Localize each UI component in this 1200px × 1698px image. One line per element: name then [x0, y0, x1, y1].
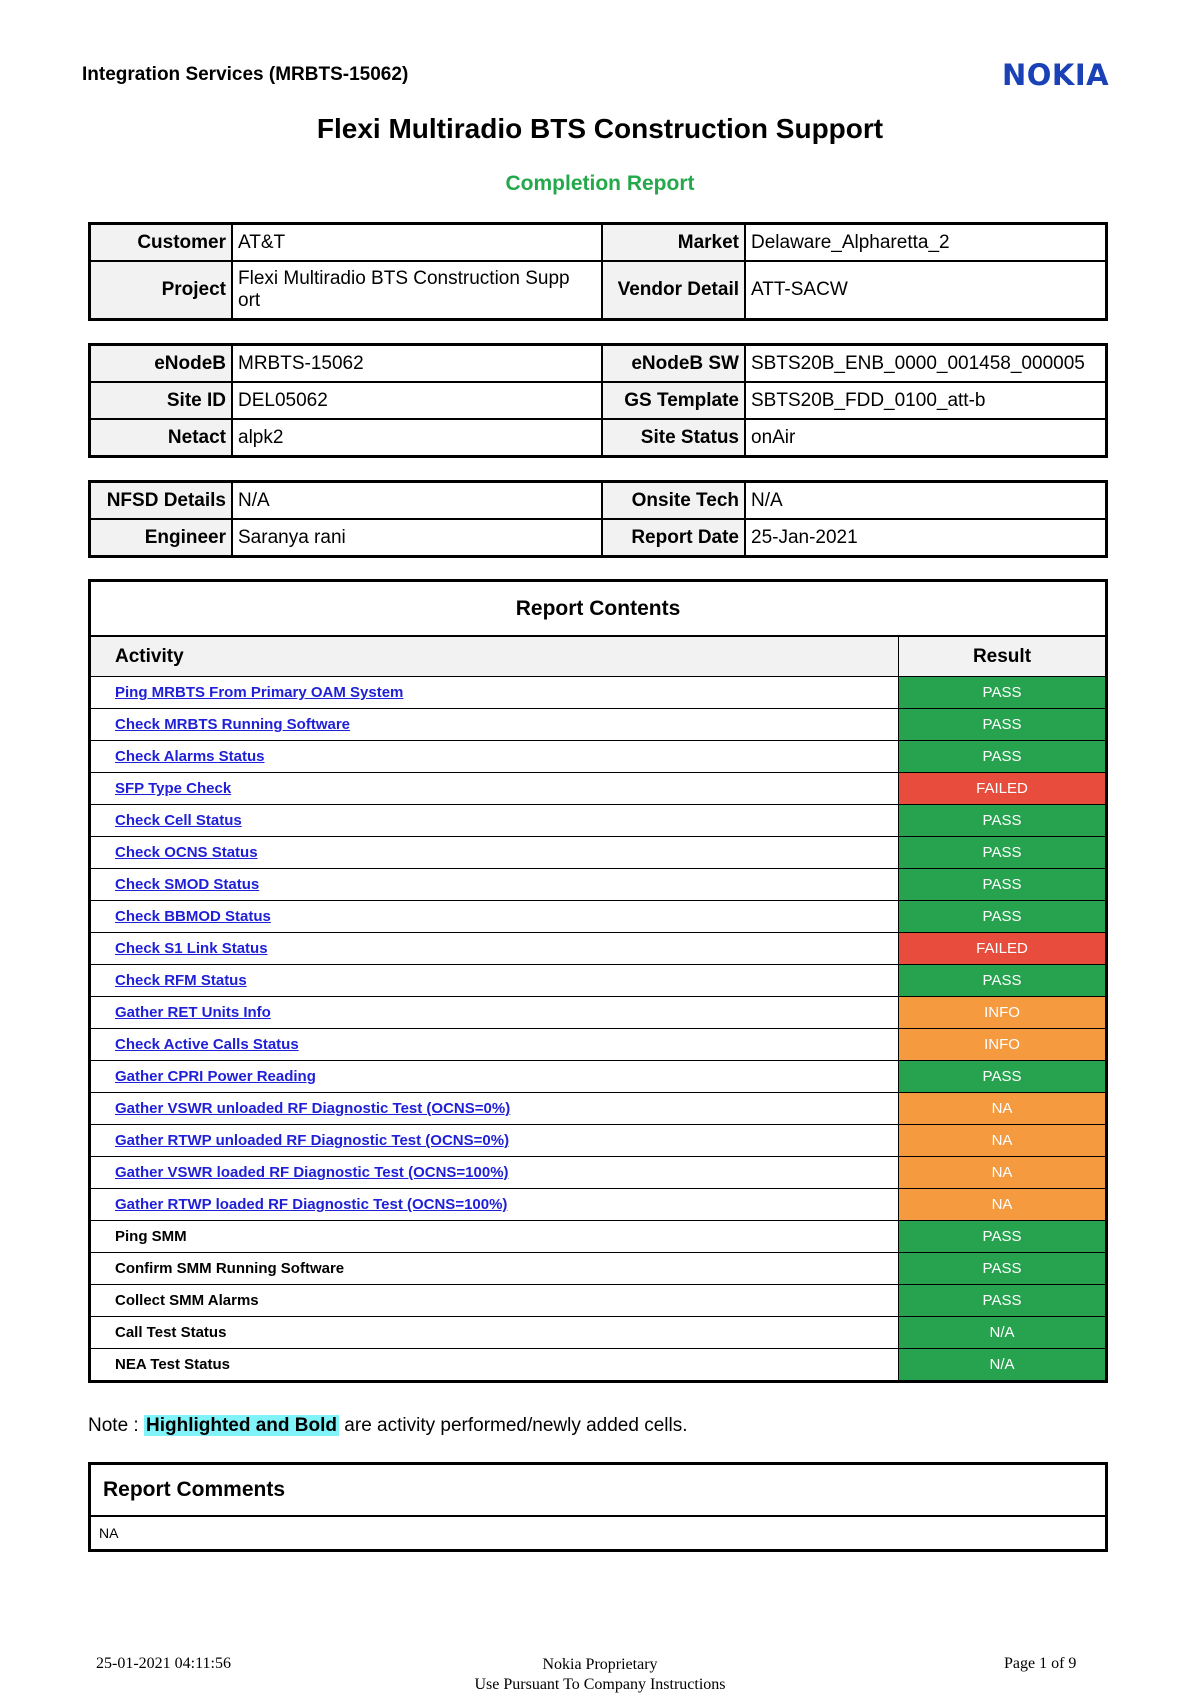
activity-table-body: [91, 677, 1105, 1381]
activity-link[interactable]: SFP Type Check: [115, 780, 232, 797]
table-row: [91, 933, 1105, 965]
nfsd-details-value: N/A: [232, 482, 602, 520]
result-badge: N/A: [899, 1349, 1106, 1381]
result-badge: PASS: [899, 709, 1106, 741]
customer-value: AT&T: [232, 224, 602, 262]
activity-link[interactable]: Gather VSWR unloaded RF Diagnostic Test (OCNS=0%): [115, 1100, 511, 1117]
onsite-tech-value: N/A: [745, 482, 1107, 520]
table-row: [91, 1093, 1105, 1125]
activity-cell[interactable]: [91, 773, 899, 805]
result-badge: PASS: [899, 1061, 1106, 1093]
activity-link[interactable]: Check OCNS Status: [115, 844, 258, 861]
activity-link[interactable]: Ping MRBTS From Primary OAM System: [115, 684, 404, 701]
table-row: [91, 805, 1105, 837]
activity-label: Collect SMM Alarms: [115, 1292, 259, 1309]
activity-cell[interactable]: [91, 1157, 899, 1189]
table-row: [91, 1061, 1105, 1093]
activity-cell[interactable]: [91, 709, 899, 741]
activity-table: [91, 637, 1105, 1380]
project-value: Flexi Multiradio BTS Construction Supp ort: [232, 261, 602, 320]
activity-cell[interactable]: [91, 837, 899, 869]
result-badge: PASS: [899, 869, 1106, 901]
activity-label: Ping SMM: [115, 1228, 187, 1245]
enodeb-sw-label: eNodeB SW: [602, 345, 745, 383]
result-badge: NA: [899, 1189, 1106, 1221]
site-id-value: DEL05062: [232, 382, 602, 419]
nfsd-details-label: NFSD Details: [90, 482, 233, 520]
activity-link[interactable]: Check Active Calls Status: [115, 1036, 299, 1053]
customer-info-table: [88, 222, 1108, 321]
result-badge: PASS: [899, 837, 1106, 869]
activity-cell[interactable]: [91, 933, 899, 965]
result-badge: PASS: [899, 1221, 1106, 1253]
activity-label: Confirm SMM Running Software: [115, 1260, 345, 1277]
footer-timestamp: 25-01-2021 04:11:56: [96, 1655, 231, 1672]
engineer-value: Saranya rani: [232, 519, 602, 557]
result-column-header: Result: [899, 637, 1106, 677]
table-row: [91, 1125, 1105, 1157]
result-badge: PASS: [899, 1253, 1106, 1285]
activity-link[interactable]: Check BBMOD Status: [115, 908, 271, 925]
table-row: [91, 965, 1105, 997]
report-comments: [88, 1462, 1108, 1552]
result-badge: NA: [899, 1125, 1106, 1157]
activity-link[interactable]: Gather RTWP unloaded RF Diagnostic Test (OCNS=0%): [115, 1132, 510, 1149]
footer-proprietary-line1: Nokia Proprietary: [542, 1656, 658, 1673]
report-date-label: Report Date: [602, 519, 745, 557]
table-row: [91, 1157, 1105, 1189]
market-label: Market: [602, 224, 745, 262]
note-highlight: Highlighted and Bold: [145, 1415, 338, 1436]
table-row: [91, 709, 1105, 741]
result-badge: INFO: [899, 997, 1106, 1029]
site-status-value: onAir: [745, 419, 1107, 457]
activity-cell[interactable]: [91, 1189, 899, 1221]
activity-cell[interactable]: [91, 805, 899, 837]
activity-cell[interactable]: [91, 869, 899, 901]
result-badge: PASS: [899, 901, 1106, 933]
table-row: [91, 869, 1105, 901]
project-label: Project: [90, 261, 233, 320]
activity-link[interactable]: Check RFM Status: [115, 972, 247, 989]
page-subtitle: Completion Report: [505, 172, 695, 195]
info-row: [90, 261, 1107, 320]
table-row: [91, 677, 1105, 709]
result-badge: FAILED: [899, 933, 1106, 965]
site-id-label: Site ID: [90, 382, 233, 419]
activity-label: Call Test Status: [115, 1324, 227, 1341]
footer-proprietary-line2: Use Pursuant To Company Instructions: [474, 1676, 726, 1693]
activity-header-row: [91, 637, 1105, 677]
activity-cell[interactable]: [91, 1125, 899, 1157]
customer-label: Customer: [90, 224, 233, 262]
enodeb-label: eNodeB: [90, 345, 233, 383]
activity-cell[interactable]: [91, 741, 899, 773]
vendor-detail-value: ATT-SACW: [745, 261, 1107, 320]
report-comments-title: Report Comments: [91, 1465, 1105, 1517]
gs-template-label: GS Template: [602, 382, 745, 419]
market-value: Delaware_Alpharetta_2: [745, 224, 1107, 262]
activity-cell: [91, 1317, 899, 1349]
result-badge: INFO: [899, 1029, 1106, 1061]
activity-link[interactable]: Check Cell Status: [115, 812, 242, 829]
activity-cell: [91, 1285, 899, 1317]
site-status-label: Site Status: [602, 419, 745, 457]
result-badge: PASS: [899, 965, 1106, 997]
table-row: [91, 901, 1105, 933]
table-row: [91, 837, 1105, 869]
report-date-value: 25-Jan-2021: [745, 519, 1107, 557]
info-row: [90, 224, 1107, 262]
table-row: [91, 1253, 1105, 1285]
vendor-detail-label: Vendor Detail: [602, 261, 745, 320]
activity-cell[interactable]: [91, 1093, 899, 1125]
netact-value: alpk2: [232, 419, 602, 457]
gs-template-value: SBTS20B_FDD_0100_att-b: [745, 382, 1107, 419]
activity-cell: [91, 1349, 899, 1381]
report-contents: [88, 579, 1108, 1383]
note-prefix: Note :: [88, 1415, 139, 1436]
footer-page-number: Page 1 of 9: [1004, 1655, 1077, 1672]
nokia-logo: NOKIA: [1002, 58, 1110, 92]
activity-cell[interactable]: [91, 677, 899, 709]
activity-link[interactable]: Check Alarms Status: [115, 748, 265, 765]
table-row: [91, 1317, 1105, 1349]
activity-cell: [91, 1253, 899, 1285]
result-badge: PASS: [899, 741, 1106, 773]
table-row: [91, 741, 1105, 773]
activity-link[interactable]: Check S1 Link Status: [115, 940, 268, 957]
activity-cell[interactable]: [91, 901, 899, 933]
activity-link[interactable]: Check SMOD Status: [115, 876, 260, 893]
activity-cell: [91, 1221, 899, 1253]
enodeb-sw-value: SBTS20B_ENB_0000_001458_000005: [745, 345, 1107, 383]
table-row: [91, 1349, 1105, 1381]
table-row: [91, 773, 1105, 805]
table-row: [91, 997, 1105, 1029]
activity-cell[interactable]: [91, 1061, 899, 1093]
enodeb-info-table: [88, 343, 1108, 458]
activity-column-header: Activity: [91, 637, 899, 677]
activity-link[interactable]: Gather RET Units Info: [115, 1004, 271, 1021]
info-row: [90, 345, 1107, 383]
table-row: [91, 1221, 1105, 1253]
info-row: [90, 419, 1107, 457]
enodeb-value: MRBTS-15062: [232, 345, 602, 383]
activity-cell[interactable]: [91, 997, 899, 1029]
table-row: [91, 1285, 1105, 1317]
result-badge: PASS: [899, 1285, 1106, 1317]
header-doc-id: Integration Services (MRBTS-15062): [82, 64, 409, 85]
engineer-label: Engineer: [90, 519, 233, 557]
info-row: [90, 382, 1107, 419]
activity-link[interactable]: Gather VSWR loaded RF Diagnostic Test (OCNS=100%): [115, 1164, 509, 1181]
activity-link[interactable]: Gather CPRI Power Reading: [115, 1068, 316, 1085]
result-badge: PASS: [899, 677, 1106, 709]
table-row: [91, 1029, 1105, 1061]
activity-cell[interactable]: [91, 1029, 899, 1061]
netact-label: Netact: [90, 419, 233, 457]
result-badge: NA: [899, 1157, 1106, 1189]
report-comments-value: NA: [99, 1525, 119, 1541]
report-contents-title: Report Contents: [91, 582, 1105, 637]
table-row: [91, 1189, 1105, 1221]
engineer-info-table: [88, 480, 1108, 558]
activity-label: NEA Test Status: [115, 1356, 231, 1373]
onsite-tech-label: Onsite Tech: [602, 482, 745, 520]
result-badge: N/A: [899, 1317, 1106, 1349]
note: [88, 1415, 688, 1437]
result-badge: NA: [899, 1093, 1106, 1125]
result-badge: FAILED: [899, 773, 1106, 805]
activity-link[interactable]: Gather RTWP loaded RF Diagnostic Test (OCNS=100%): [115, 1196, 508, 1213]
info-row: [90, 482, 1107, 520]
info-row: [90, 519, 1107, 557]
activity-cell[interactable]: [91, 965, 899, 997]
result-badge: PASS: [899, 805, 1106, 837]
page-title: Flexi Multiradio BTS Construction Support: [316, 113, 884, 144]
activity-link[interactable]: Check MRBTS Running Software: [115, 716, 351, 733]
note-suffix: are activity performed/newly added cells.: [344, 1415, 688, 1436]
